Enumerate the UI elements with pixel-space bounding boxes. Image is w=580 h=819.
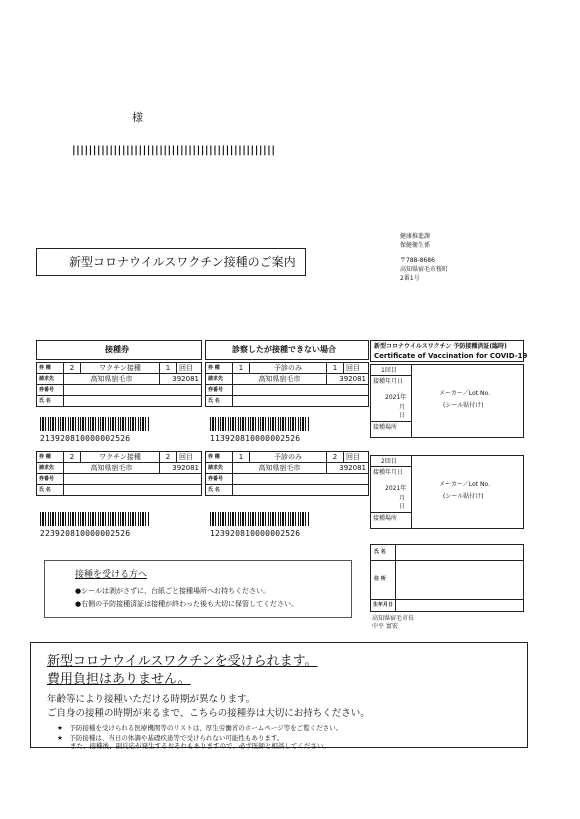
coupon-num: 1: [233, 452, 250, 463]
cert-day: 日: [399, 412, 406, 419]
cert-date-col: [371, 365, 412, 437]
coupon-header: [36, 340, 202, 360]
cannot-header: [205, 340, 369, 360]
title-box: [36, 248, 306, 276]
cert-dose: 1回目: [381, 367, 397, 374]
coupon-dose-num: 2: [160, 452, 177, 463]
coupon-header-label: 接種券: [105, 345, 129, 354]
label-category: 券 種: [206, 363, 233, 374]
cert-year: 2021年: [385, 394, 407, 401]
cert-place-label: 接種場所: [373, 515, 398, 522]
coupon-issuer: 高知県宿毛市: [233, 374, 327, 385]
label-issuer: 請求先: [206, 463, 233, 474]
cert-date-label: 接種年月日: [373, 469, 404, 476]
coupon-name-value: [64, 485, 202, 496]
notice-body-1: 年齢等により接種いただける時期が異なります。: [47, 694, 256, 705]
sender-address2: 2番1号: [400, 275, 420, 282]
barcode-3: [40, 512, 150, 526]
instructions-box: [44, 560, 352, 618]
cert-divider: [371, 466, 411, 467]
cert-date-col: [371, 456, 412, 528]
cert-dob-label: 生年月日: [373, 602, 394, 608]
coupon-issuer: 高知県宿毛市: [233, 463, 327, 474]
cert-name-label: 氏 名: [374, 549, 386, 555]
barcode-number-1: 213920810000002526: [40, 434, 131, 443]
coupon-name-value: [233, 396, 369, 407]
cert-divider: [371, 512, 411, 513]
barcode-number-3: 223920810000002526: [40, 529, 131, 538]
cert-maker: メーカー／Lot No.: [439, 481, 491, 488]
label-ref: 券番号: [206, 474, 233, 485]
coupon-1: [36, 362, 202, 407]
coupon-name-value: [233, 485, 369, 496]
cert-divider: [371, 560, 523, 561]
cert-seal: (シール貼付け): [443, 493, 484, 500]
coupon-num: 2: [64, 452, 81, 463]
coupon-kind: ワクチン接種: [81, 452, 160, 463]
cert-row-1: [370, 364, 524, 438]
cert-maker: メーカー／Lot No.: [439, 390, 491, 397]
coupon-kind: 予診のみ: [250, 363, 327, 374]
cert-seal: (シール貼付け): [443, 402, 484, 409]
instructions-item-2: ●右側の予防接種済証は接種が終わった後も大切に保管してください。: [75, 600, 299, 608]
sender-dept2: 保健衛生係: [400, 242, 431, 249]
instructions-title: 接種を受ける方へ: [75, 570, 148, 580]
label-category: 券 種: [206, 452, 233, 463]
coupon-dose-num: 1: [160, 363, 177, 374]
coupon-dose-num: 2: [327, 452, 344, 463]
coupon-code: 392081: [160, 463, 202, 474]
cert-divider: [371, 375, 411, 376]
cert-address-label: 住 所: [374, 576, 386, 582]
coupon-dose-unit: 回目: [344, 363, 369, 374]
cert-year: 2021年: [385, 485, 407, 492]
sender-dept1: 健康推進課: [400, 233, 431, 240]
notice-headline-1: 新型コロナウイルスワクチンを受けられます。: [47, 654, 318, 669]
cert-header: [370, 340, 528, 362]
label-category: 券 種: [37, 452, 64, 463]
coupon-dose-unit: 回目: [177, 452, 202, 463]
notice-star-3: また、接種後、副反応が発生するおそれもありますので、必ず医師と相談してください。: [57, 742, 330, 750]
coupon-issuer: 高知県宿毛市: [64, 374, 160, 385]
coupon-dose-unit: 回目: [344, 452, 369, 463]
label-issuer: 請求先: [37, 374, 64, 385]
coupon-ref-value: [64, 474, 202, 485]
coupon-4: [205, 451, 369, 496]
cert-month: 月: [399, 495, 406, 502]
coupon-kind: 予診のみ: [250, 452, 327, 463]
label-name: 氏 名: [206, 485, 233, 496]
sender-block: [400, 232, 448, 283]
barcode-2: [210, 417, 310, 431]
coupon-num: 2: [64, 363, 81, 374]
cert-mayor: 中平 富宏: [372, 623, 398, 630]
coupon-code: 392081: [160, 374, 202, 385]
barcode-1: [40, 417, 150, 431]
notice-body-2: ご自身の接種の時期が来るまで、こちらの接種券は大切にお持ちください。: [47, 708, 370, 719]
coupon-dose-unit: 回目: [177, 363, 202, 374]
notice-box: [30, 642, 528, 748]
cert-month: 月: [399, 404, 406, 411]
cert-place-label: 接種場所: [373, 424, 398, 431]
cert-header-line1: 新型コロナウイルスワクチン 予防接種済証(臨時): [374, 343, 507, 350]
label-ref: 券番号: [206, 385, 233, 396]
cannot-header-label: 診察したが接種できない場合: [232, 345, 336, 354]
barcode-number-2: 113920810000002526: [210, 434, 301, 443]
coupon-2: [205, 362, 369, 407]
label-issuer: 請求先: [37, 463, 64, 474]
label-name: 氏 名: [37, 396, 64, 407]
coupon-issuer: 高知県宿毛市: [64, 463, 160, 474]
barcode-number-4: 123920810000002526: [210, 529, 301, 538]
coupon-num: 1: [233, 363, 250, 374]
cert-dose: 2回目: [381, 458, 397, 465]
label-name: 氏 名: [206, 396, 233, 407]
coupon-code: 392081: [327, 463, 369, 474]
recipient-honorific: 様: [132, 111, 143, 124]
label-ref: 券番号: [37, 474, 64, 485]
coupon-dose-num: 1: [327, 363, 344, 374]
page-title: 新型コロナウイルスワクチン接種のご案内: [69, 255, 296, 269]
cert-personal: [370, 544, 524, 612]
label-ref: 券番号: [37, 385, 64, 396]
sender-address1: 高知県宿毛市桜町: [400, 266, 449, 273]
coupon-name-value: [64, 396, 202, 407]
cert-day: 日: [399, 503, 406, 510]
coupon-ref-value: [233, 474, 369, 485]
label-category: 券 種: [37, 363, 64, 374]
notice-star-1: ★ 予防接種を受けられる医療機関等のリストは、厚生労働省のホームページ等をご覧ください。: [57, 724, 343, 732]
notice-star-2: ★ 予防接種は、当日の体調や基礎疾患等で受けられない可能性もあります。: [57, 734, 284, 742]
instructions-item-1: ●シールは剥がさずに、台紙ごと接種場所へお持ちください。: [75, 587, 270, 595]
sender-postal: 〒788-8686: [400, 257, 435, 264]
cert-header-line2: Certificate of Vaccination for COVID-19: [374, 352, 528, 360]
coupon-code: 392081: [327, 374, 369, 385]
coupon-ref-value: [64, 385, 202, 396]
coupon-ref-value: [233, 385, 369, 396]
label-name: 氏 名: [37, 485, 64, 496]
postal-barcode: |||||||||||||||||||||||||||||||||||||||||||||||||: [72, 145, 276, 156]
cert-issuer: 高知県宿毛市長: [372, 615, 415, 622]
cert-divider: [371, 599, 523, 600]
coupon-3: [36, 451, 202, 496]
barcode-4: [210, 512, 310, 526]
cert-divider: [371, 421, 411, 422]
notice-headline-2: 費用負担はありません。: [47, 672, 191, 687]
coupon-kind: ワクチン接種: [81, 363, 160, 374]
cert-date-label: 接種年月日: [373, 378, 404, 385]
cert-row-2: [370, 455, 524, 529]
label-issuer: 請求先: [206, 374, 233, 385]
